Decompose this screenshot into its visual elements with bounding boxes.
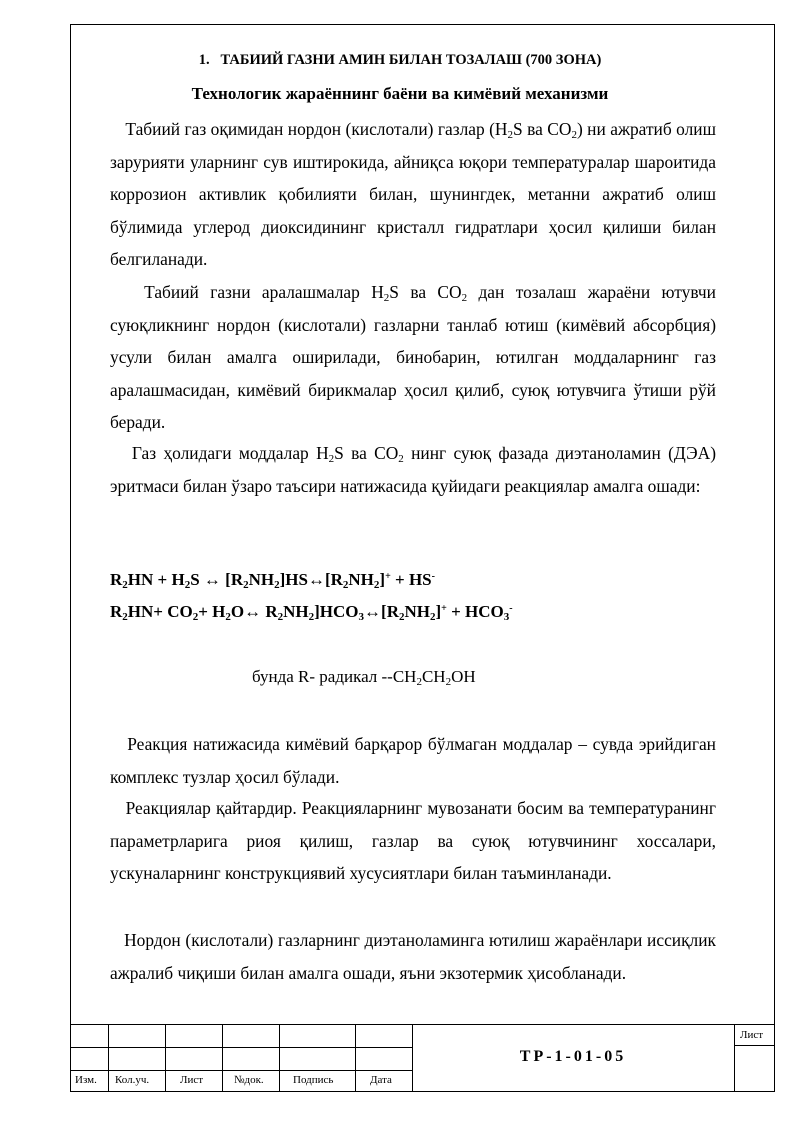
reaction-equation-1: $R_2HN + H_2S$ ↔ $[R_2NH_2]HS\leftrightarrow[R_2NH_2]^+ + HS^-$ <box>110 570 435 591</box>
stamp-col-kol: Кол.уч. <box>115 1074 150 1086</box>
section-subtitle: Технологик жараённинг баёни ва кимёвий механизми <box>191 84 609 103</box>
paragraph-6: Нордон (кислотали) газларнинг диэтаноламинга ютилиш жараёнлари иссиқлик ажралиб чиқиши билан амалга ошади, яъни экзотермик ҳисобланади. <box>110 930 716 983</box>
radical-note: бунда R- радикал $--CH_2CH_2OH$ <box>252 667 476 688</box>
stamp-col-izm: Изм. <box>75 1074 97 1086</box>
sheet-label: Лист <box>740 1029 764 1041</box>
section-title: 1. ТАБИИЙ ГАЗНИ АМИН БИЛАН ТОЗАЛАШ (700 ЗОНА) <box>198 52 602 68</box>
stamp-col-ndok: №док. <box>234 1074 264 1086</box>
reaction-equation-2: $R_2HN+ CO_2+$ $H_2O\leftrightarrow$ $R_2NH_2]HCO_3\leftrightarrow[R_2NH_2]^+ + HCO_3^-$ <box>110 602 513 623</box>
paragraph-4: Реакция натижасида кимёвий барқарор бўлмаган моддалар – сувда эрийдиган комплекс тузлар ҳосил бўлади. <box>110 734 716 787</box>
paragraph-3: Газ ҳолидаги моддалар $H_2S$ ва $CO_2$ нинг суюқ фазада диэтаноламин (ДЭА) эритмаси билан ўзаро таъсири натижасида қуйидаги реакциялар амалга ошади: <box>110 443 716 496</box>
stamp-col-data: Дата <box>370 1074 392 1086</box>
paragraph-5: Реакциялар қайтардир. Реакцияларнинг мувозанати босим ва температуранинг параметрларига риоя қилиш, газлар ва суюқ ютувчининг хоссалари, ускуналарнинг конструкциявий хусусиятлари билан таъминланади. <box>110 798 716 883</box>
paragraph-2: Табиий газни аралашмалар $H_2S$ ва $CO_2$ дан тозалаш жараёни ютувчи суюқликнинг нордон (кислотали) газларни танлаб ютиш (кимёвий абсорбция) усули билан амалга оширилади, бинобарин, ютилган моддаларнинг газ аралашмасидан, кимёвий бирикмалар ҳосил қилиб, суюқ ютувчига ўтиши рўй беради. <box>110 282 716 432</box>
document-code: ТР-1-01-05 <box>519 1048 627 1065</box>
stamp-col-list: Лист <box>180 1074 204 1086</box>
paragraph-1: Табиий газ оқимидан нордон (кислотали) газлар ($H_2S$ ва $CO_2$) ни ажратиб олиш зарурияти уларнинг сув иштирокида, айниқса юқори температуралар шароитида коррозион активлик қобилияти билан, шунингдек, метанни ажратиб олиш бўлимида углерод диоксидининг кристалл гидратлари ҳосил қилиши билан белгиланади. <box>110 119 716 269</box>
stamp-col-podpis: Подпись <box>293 1074 334 1086</box>
